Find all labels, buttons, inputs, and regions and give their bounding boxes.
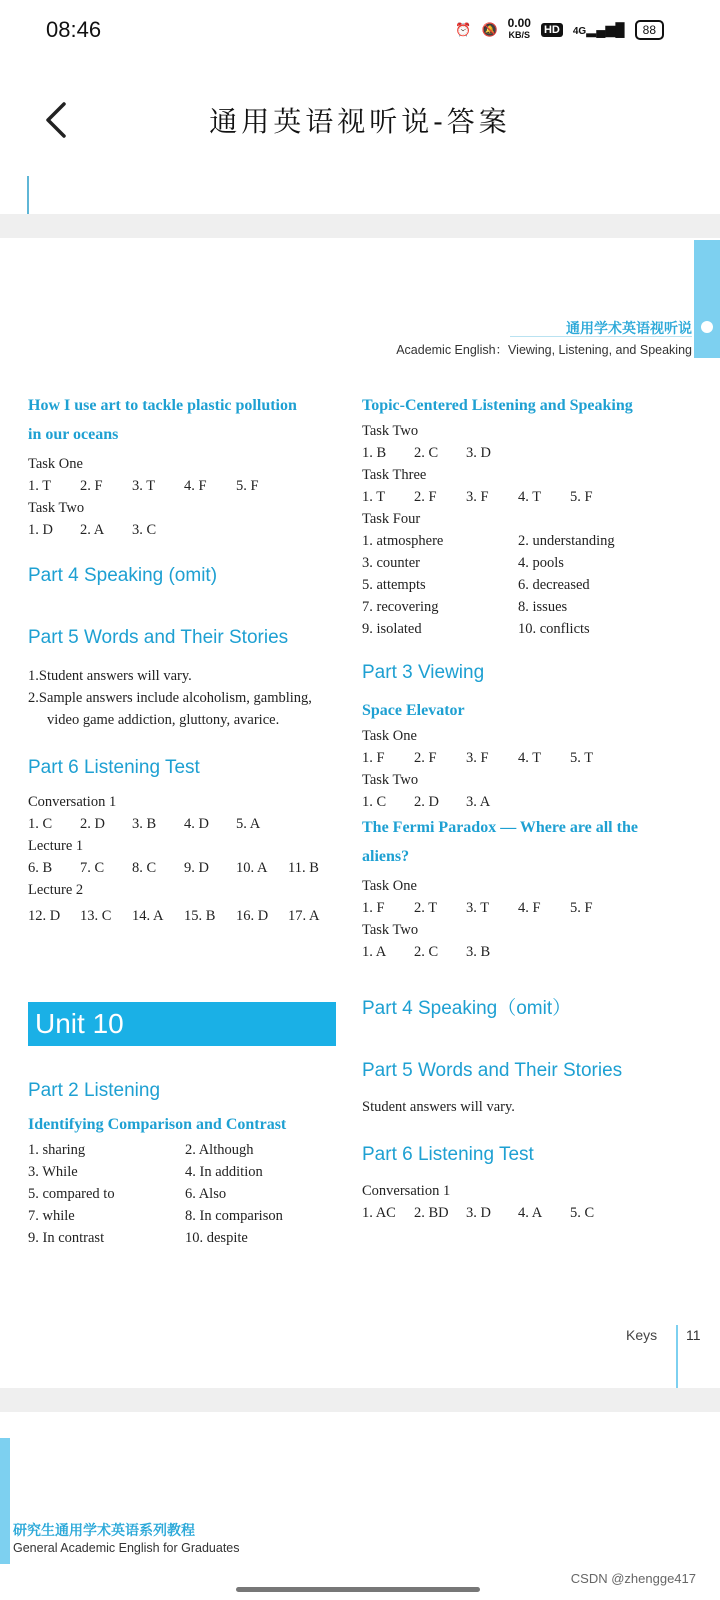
answer-row: 1. T 2. F 3. T 4. F 5. F [28, 478, 259, 494]
part-heading: Part 4 Speaking (omit) [28, 565, 218, 586]
task-label: Task Two [362, 772, 419, 788]
task-label: Task Two [362, 423, 419, 439]
footer-keys: Keys [626, 1327, 658, 1343]
answer-text: 1.Student answers will vary. [28, 668, 192, 684]
answer-row: 1. F 2. F 3. F 4. T 5. T [362, 750, 594, 766]
task-label: Lecture 1 [28, 838, 84, 854]
page-tab [694, 240, 720, 358]
task-label: Task One [28, 456, 83, 472]
left-column-unit10 [28, 1080, 348, 1249]
battery-icon: 88 [635, 20, 664, 40]
part-heading: Part 5 Words and Their Stories [28, 627, 289, 648]
part-heading: Part 5 Words and Their Stories [362, 1060, 623, 1081]
answer-row: 1. A 2. C 3. B [362, 944, 491, 960]
answer-text: video game addiction, gluttony, avarice. [47, 712, 280, 728]
book-title-cn: 通用学术英语视听说 [566, 322, 692, 337]
answer-grid: 1. sharing 3. While 5. compared to 7. while 9. In contrast 2. Although 4. In addition 6. Also 8. In comparison 10. despite [28, 1142, 283, 1246]
section-heading: in our oceans [28, 426, 119, 443]
task-label: Task Two [362, 922, 419, 938]
section-heading: The Fermi Paradox — Where are all the [362, 819, 638, 836]
task-label: Lecture 2 [28, 882, 84, 898]
mute-icon: 🔕 [481, 21, 498, 37]
home-indicator[interactable] [236, 1587, 480, 1592]
task-label: Task Four [362, 511, 421, 527]
watermark: CSDN @zhengge417 [570, 1571, 696, 1586]
task-label: Task Three [362, 467, 427, 483]
answer-row: 1. AC 2. BD 3. D 4. A 5. C [362, 1205, 595, 1221]
part-heading: Part 4 Speaking（omit） [362, 998, 572, 1019]
section-heading: Identifying Comparison and Contrast [28, 1116, 287, 1133]
clock: 08:46 [46, 17, 102, 42]
task-label: Task One [362, 878, 417, 894]
series-title-en: General Academic English for Graduates [13, 1541, 240, 1555]
answer-text: 2.Sample answers include alcoholism, gambling, [28, 690, 312, 706]
part-heading: Part 6 Listening Test [362, 1144, 534, 1165]
answer-row: 1. D 2. A 3. C [28, 522, 157, 538]
answer-row: 1. C 2. D 3. B 4. D 5. A [28, 816, 261, 832]
section-heading: Space Elevator [362, 702, 465, 719]
page-gap [0, 1388, 720, 1412]
page-number: 11 [686, 1327, 701, 1343]
signal-icon: 4G▂▄▆█ [572, 21, 625, 37]
answer-row: 1. F 2. T 3. T 4. F 5. F [362, 900, 593, 916]
alarm-icon: ⏰ [455, 21, 472, 37]
section-heading: How I use art to tackle plastic pollution [28, 397, 297, 414]
answer-row: 12. D 13. C 14. A 15. B 16. D 17. A [28, 908, 320, 924]
hd-icon: HD [541, 23, 563, 37]
page-title: 通用英语视听说-答案 [209, 105, 511, 138]
task-label: Task One [362, 728, 417, 744]
task-label: Conversation 1 [362, 1183, 451, 1199]
book-title-en: Academic English：Viewing, Listening, and Speaking [396, 343, 692, 357]
page-tab [0, 1438, 10, 1564]
part-heading: Part 6 Listening Test [28, 757, 200, 778]
answer-grid: 1. atmosphere 3. counter 5. attempts 7. recovering 9. isolated 2. understanding 4. pools 6. decreased 8. issues 10. conflicts [362, 533, 615, 637]
scroll-indicator [27, 176, 29, 214]
page-gap [0, 214, 720, 238]
net-speed: 0.00 KB/S [507, 16, 531, 40]
right-column [362, 391, 682, 1224]
part-heading: Part 2 Listening [28, 1080, 161, 1101]
section-heading: aliens? [362, 848, 410, 865]
answer-row: 6. B 7. C 8. C 9. D 10. A 11. B [28, 860, 319, 876]
tab-dot [701, 321, 713, 333]
unit-banner: Unit 10 [28, 1002, 336, 1046]
status-bar [0, 0, 720, 64]
status-icons [455, 18, 664, 41]
answer-text: Student answers will vary. [362, 1099, 515, 1115]
answer-row: 1. T 2. F 3. F 4. T 5. F [362, 489, 593, 505]
part-heading: Part 3 Viewing [362, 662, 485, 683]
section-heading: Topic-Centered Listening and Speaking [362, 397, 633, 414]
series-title-cn: 研究生通用学术英语系列教程 [13, 1524, 195, 1539]
task-label: Conversation 1 [28, 794, 117, 810]
answer-row: 1. C 2. D 3. A [362, 794, 491, 810]
task-label: Task Two [28, 500, 85, 516]
answer-row: 1. B 2. C 3. D [362, 445, 491, 461]
left-column [28, 391, 348, 927]
